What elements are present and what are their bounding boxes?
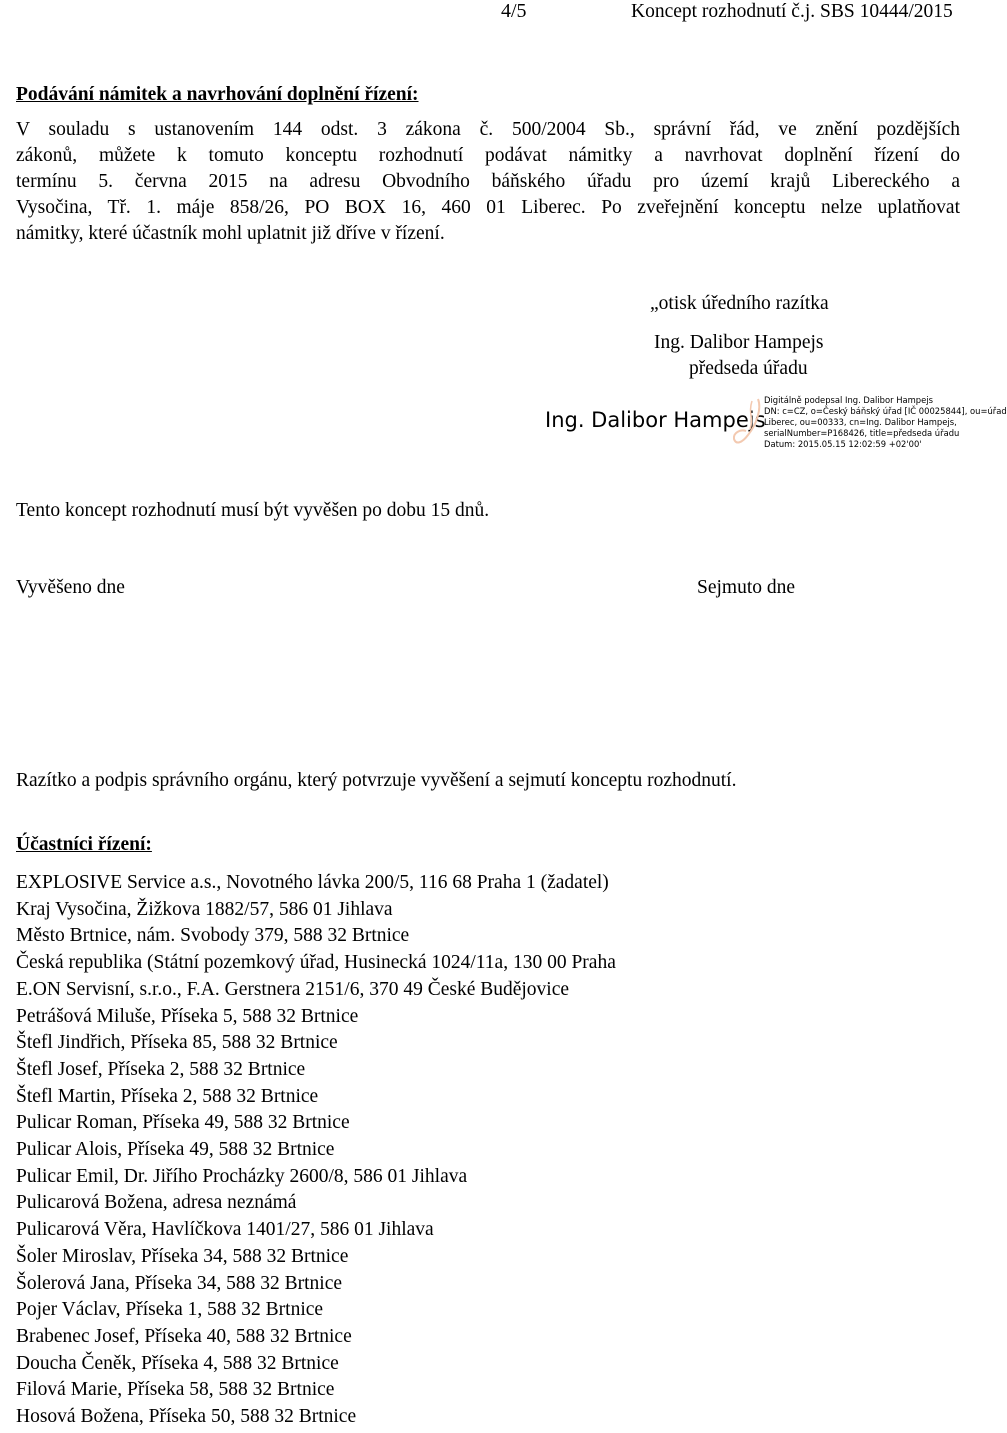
participant-item: Štefl Jindřich, Příseka 85, 588 32 Brtnice <box>16 1032 338 1054</box>
stamp-confirmation-note: Razítko a podpis správního orgánu, který potvrzuje vyvěšení a sejmutí konceptu rozhodnutí. <box>16 770 737 791</box>
objections-paragraph <box>16 117 960 247</box>
signature-detail-line: DN: c=CZ, o=Český báňský úřad [IČ 00025844], ou=úřad <box>764 406 1007 416</box>
participant-item: E.ON Servisní, s.r.o., F.A. Gerstnera 2151/6, 370 49 České Budějovice <box>16 978 570 1000</box>
stamp-label: „otisk úředního razítka <box>650 293 829 314</box>
official-role: předseda úřadu <box>689 358 808 379</box>
digital-signature-name: Ing. Dalibor Hampejs <box>545 408 766 432</box>
page-number: 4/5 <box>501 0 527 22</box>
official-name: Ing. Dalibor Hampejs <box>654 332 824 353</box>
digital-signature-details <box>764 395 1007 450</box>
posted-date-label: Vyvěšeno dne <box>16 577 125 598</box>
participant-item: Pojer Václav, Příseka 1, 588 32 Brtnice <box>16 1299 324 1321</box>
posting-notice: Tento koncept rozhodnutí musí být vyvěšen po dobu 15 dnů. <box>16 500 490 521</box>
paragraph-line: Vysočina, Tř. 1. máje 858/26, PO BOX 16, 460 01 Liberec. Po zveřejnění konceptu nelze uplatňovat <box>16 197 960 218</box>
paragraph-line: námitky, které účastník mohl uplatnit již dříve v řízení. <box>16 223 445 244</box>
participant-item: Pulicar Alois, Příseka 49, 588 32 Brtnice <box>16 1139 335 1161</box>
participant-item: Město Brtnice, nám. Svobody 379, 588 32 Brtnice <box>16 925 410 947</box>
participant-item: Pulicar Emil, Dr. Jiřího Procházky 2600/8, 586 01 Jihlava <box>16 1165 468 1187</box>
participant-item: Doucha Čeněk, Příseka 4, 588 32 Brtnice <box>16 1352 339 1374</box>
participant-item: Pulicar Roman, Příseka 49, 588 32 Brtnice <box>16 1112 350 1134</box>
paragraph-line: termínu 5. června 2015 na adresu Obvodního báňského úřadu pro území krajů Libereckého a <box>16 171 960 192</box>
participants-list <box>16 870 616 1431</box>
participant-item: Šoler Miroslav, Příseka 34, 588 32 Brtnice <box>16 1245 349 1267</box>
paragraph-line: V souladu s ustanovením 144 odst. 3 zákona č. 500/2004 Sb., správní řád, ve znění pozdějších <box>16 119 960 140</box>
participant-item: Štefl Josef, Příseka 2, 588 32 Brtnice <box>16 1058 306 1080</box>
participant-item: Hosová Božena, Příseka 50, 588 32 Brtnice <box>16 1406 357 1428</box>
participants-title: Účastníci řízení: <box>16 834 152 855</box>
participant-item: Pulicarová Božena, adresa neznámá <box>16 1192 297 1214</box>
participant-item: EXPLOSIVE Service a.s., Novotného lávka 200/5, 116 68 Praha 1 (žadatel) <box>16 872 609 893</box>
signature-scribble-icon <box>728 395 768 449</box>
objections-section-title: Podávání námitek a navrhování doplnění řízení: <box>16 84 419 105</box>
paragraph-line: zákonů, můžete k tomuto konceptu rozhodnutí podávat námitky a navrhovat doplnění řízení do <box>16 145 960 166</box>
signature-detail-line: Datum: 2015.05.15 12:02:59 +02'00' <box>764 439 922 449</box>
participant-item: Kraj Vysočina, Žižkova 1882/57, 586 01 Jihlava <box>16 898 393 920</box>
participant-item: Pulicarová Věra, Havlíčkova 1401/27, 586 01 Jihlava <box>16 1219 434 1241</box>
participant-item: Štefl Martin, Příseka 2, 588 32 Brtnice <box>16 1085 319 1107</box>
participant-item: Česká republika (Státní pozemkový úřad, Husinecká 1024/11a, 130 00 Praha <box>16 952 616 974</box>
signature-detail-line: Digitálně podepsal Ing. Dalibor Hampejs <box>764 395 933 405</box>
document-reference: Koncept rozhodnutí č.j. SBS 10444/2015 <box>631 1 953 22</box>
participant-item: Petrášová Miluše, Příseka 5, 588 32 Brtnice <box>16 1005 359 1027</box>
participant-item: Šolerová Jana, Příseka 34, 588 32 Brtnice <box>16 1272 343 1294</box>
removed-date-label: Sejmuto dne <box>697 577 796 598</box>
participant-item: Filová Marie, Příseka 58, 588 32 Brtnice <box>16 1379 335 1401</box>
signature-detail-line: Liberec, ou=00333, cn=Ing. Dalibor Hampejs, <box>764 417 957 427</box>
participant-item: Brabenec Josef, Příseka 40, 588 32 Brtnice <box>16 1325 352 1347</box>
signature-detail-line: serialNumber=P168426, title=předseda úřadu <box>764 428 960 438</box>
